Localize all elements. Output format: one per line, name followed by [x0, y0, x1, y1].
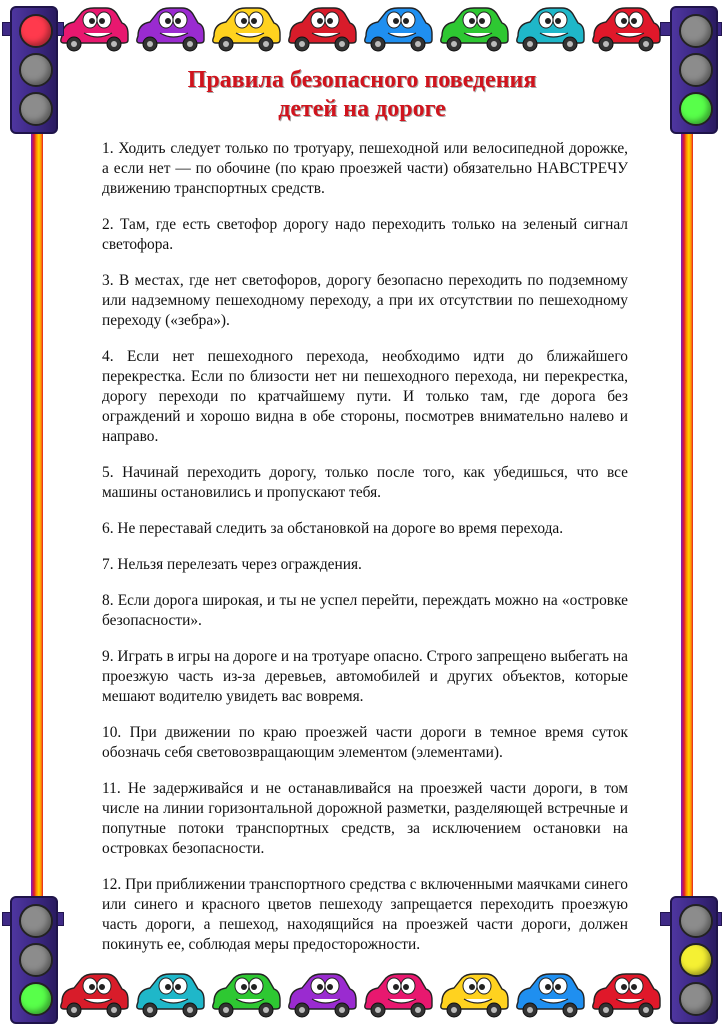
cartoon-car-icon — [588, 6, 662, 52]
traffic-light-lamp — [19, 943, 53, 977]
traffic-light-lamp — [679, 92, 713, 126]
traffic-light-housing — [670, 896, 718, 1024]
rule-item: 1. Ходить следует только по тротуару, пешеходной или велосипедной дорожке, а если нет — по обочине (по краю проезжей части) обязательно НАВСТРЕЧУ движению транспортных средств. — [102, 140, 628, 197]
cartoon-car-icon — [588, 972, 662, 1018]
cartoon-car-icon — [512, 6, 586, 52]
traffic-light-housing — [670, 6, 718, 134]
cartoon-car-icon — [284, 972, 358, 1018]
traffic-light-lamp — [19, 904, 53, 938]
cartoon-car-icon — [360, 6, 434, 52]
rule-item: 6. Не переставай следить за обстановкой на дороге во время перехода. — [102, 520, 564, 537]
rainbow-stripe-right — [681, 58, 693, 966]
rule-item: 8. Если дорога широкая, и ты не успел перейти, переждать можно на «островке безопасности». — [102, 592, 628, 629]
title-line-2: детей на дороге — [278, 96, 446, 122]
traffic-light-icon — [660, 892, 724, 1022]
traffic-light-lamp — [679, 982, 713, 1016]
cartoon-car-icon — [132, 6, 206, 52]
traffic-light-lamp — [19, 92, 53, 126]
traffic-light-icon — [0, 2, 64, 132]
cartoon-car-icon — [512, 972, 586, 1018]
cartoon-car-icon — [360, 972, 434, 1018]
cartoon-car-icon — [132, 972, 206, 1018]
traffic-light-lamp — [19, 53, 53, 87]
traffic-light-lamp — [679, 943, 713, 977]
rule-item: 9. Играть в игры на дороге и на тротуаре опасно. Строго запрещено выбегать на проезжую часть из-за деревьев, автомобилей и других объектов, которые мешают водителю увидеть вас вовремя. — [102, 648, 628, 705]
cartoon-car-icon — [436, 972, 510, 1018]
traffic-light-icon — [660, 2, 724, 132]
cartoon-car-icon — [208, 6, 282, 52]
traffic-light-lamp — [679, 53, 713, 87]
rule-item: 2. Там, где есть светофор дорогу надо переходить только на зеленый сигнал светофора. — [102, 216, 628, 253]
rule-item: 5. Начинай переходить дорогу, только после того, как убедишься, что все машины остановились и пропускают тебя. — [102, 464, 628, 501]
rules-list — [102, 139, 628, 971]
cartoon-car-icon — [56, 972, 130, 1018]
rule-item: 4. Если нет пешеходного перехода, необходимо идти до ближайшего перекрестка. Если по близости нет ни пешеходного перехода, ни перекрестка, дорогу переходи по кратчайшему пути. И только там, где дорога без ограждений и хорошо видна в обе стороны, посмотрев внимательно налево и направо. — [102, 348, 628, 445]
traffic-light-icon — [0, 892, 64, 1022]
rule-item: 3. В местах, где нет светофоров, дорогу безопасно переходить по подземному или надземному пешеходному переходу, а при их отсутствии по пешеходному переходу («зебра»). — [102, 272, 628, 329]
traffic-light-lamp — [19, 982, 53, 1016]
rainbow-stripe-left — [31, 58, 43, 966]
cartoon-car-icon — [56, 6, 130, 52]
rule-item: 10. При движении по краю проезжей части дороги в темное время суток обозначь себя световозвращающим элементом (элементами). — [102, 724, 628, 761]
traffic-light-housing — [10, 6, 58, 134]
car-border-bottom — [56, 966, 668, 1024]
rule-item: 7. Нельзя перелезать через ограждения. — [102, 556, 362, 573]
title-line-1: Правила безопасного поведения — [187, 67, 537, 93]
traffic-light-housing — [10, 896, 58, 1024]
traffic-light-lamp — [19, 14, 53, 48]
rule-item: 11. Не задерживайся и не останавливайся на проезжей части дороги, в том числе на линии горизонтальной дорожной разметки, разделяющей встречные и попутные потоки транспортных средств, за исключением остановки на островках безопасности. — [102, 780, 628, 857]
rule-item: 12. При приближении транспортного средства с включенными маячками синего или синего и красного цветов пешеходу запрещается переходить проезжую часть дороги, а пешеход, находящийся на проезжей части дороги, должен покинуть ее, соблюдая меры предосторожности. — [102, 876, 628, 953]
cartoon-car-icon — [436, 6, 510, 52]
cartoon-car-icon — [284, 6, 358, 52]
car-border-top — [56, 0, 668, 58]
cartoon-car-icon — [208, 972, 282, 1018]
traffic-light-lamp — [679, 904, 713, 938]
page-title — [100, 66, 624, 124]
traffic-light-lamp — [679, 14, 713, 48]
